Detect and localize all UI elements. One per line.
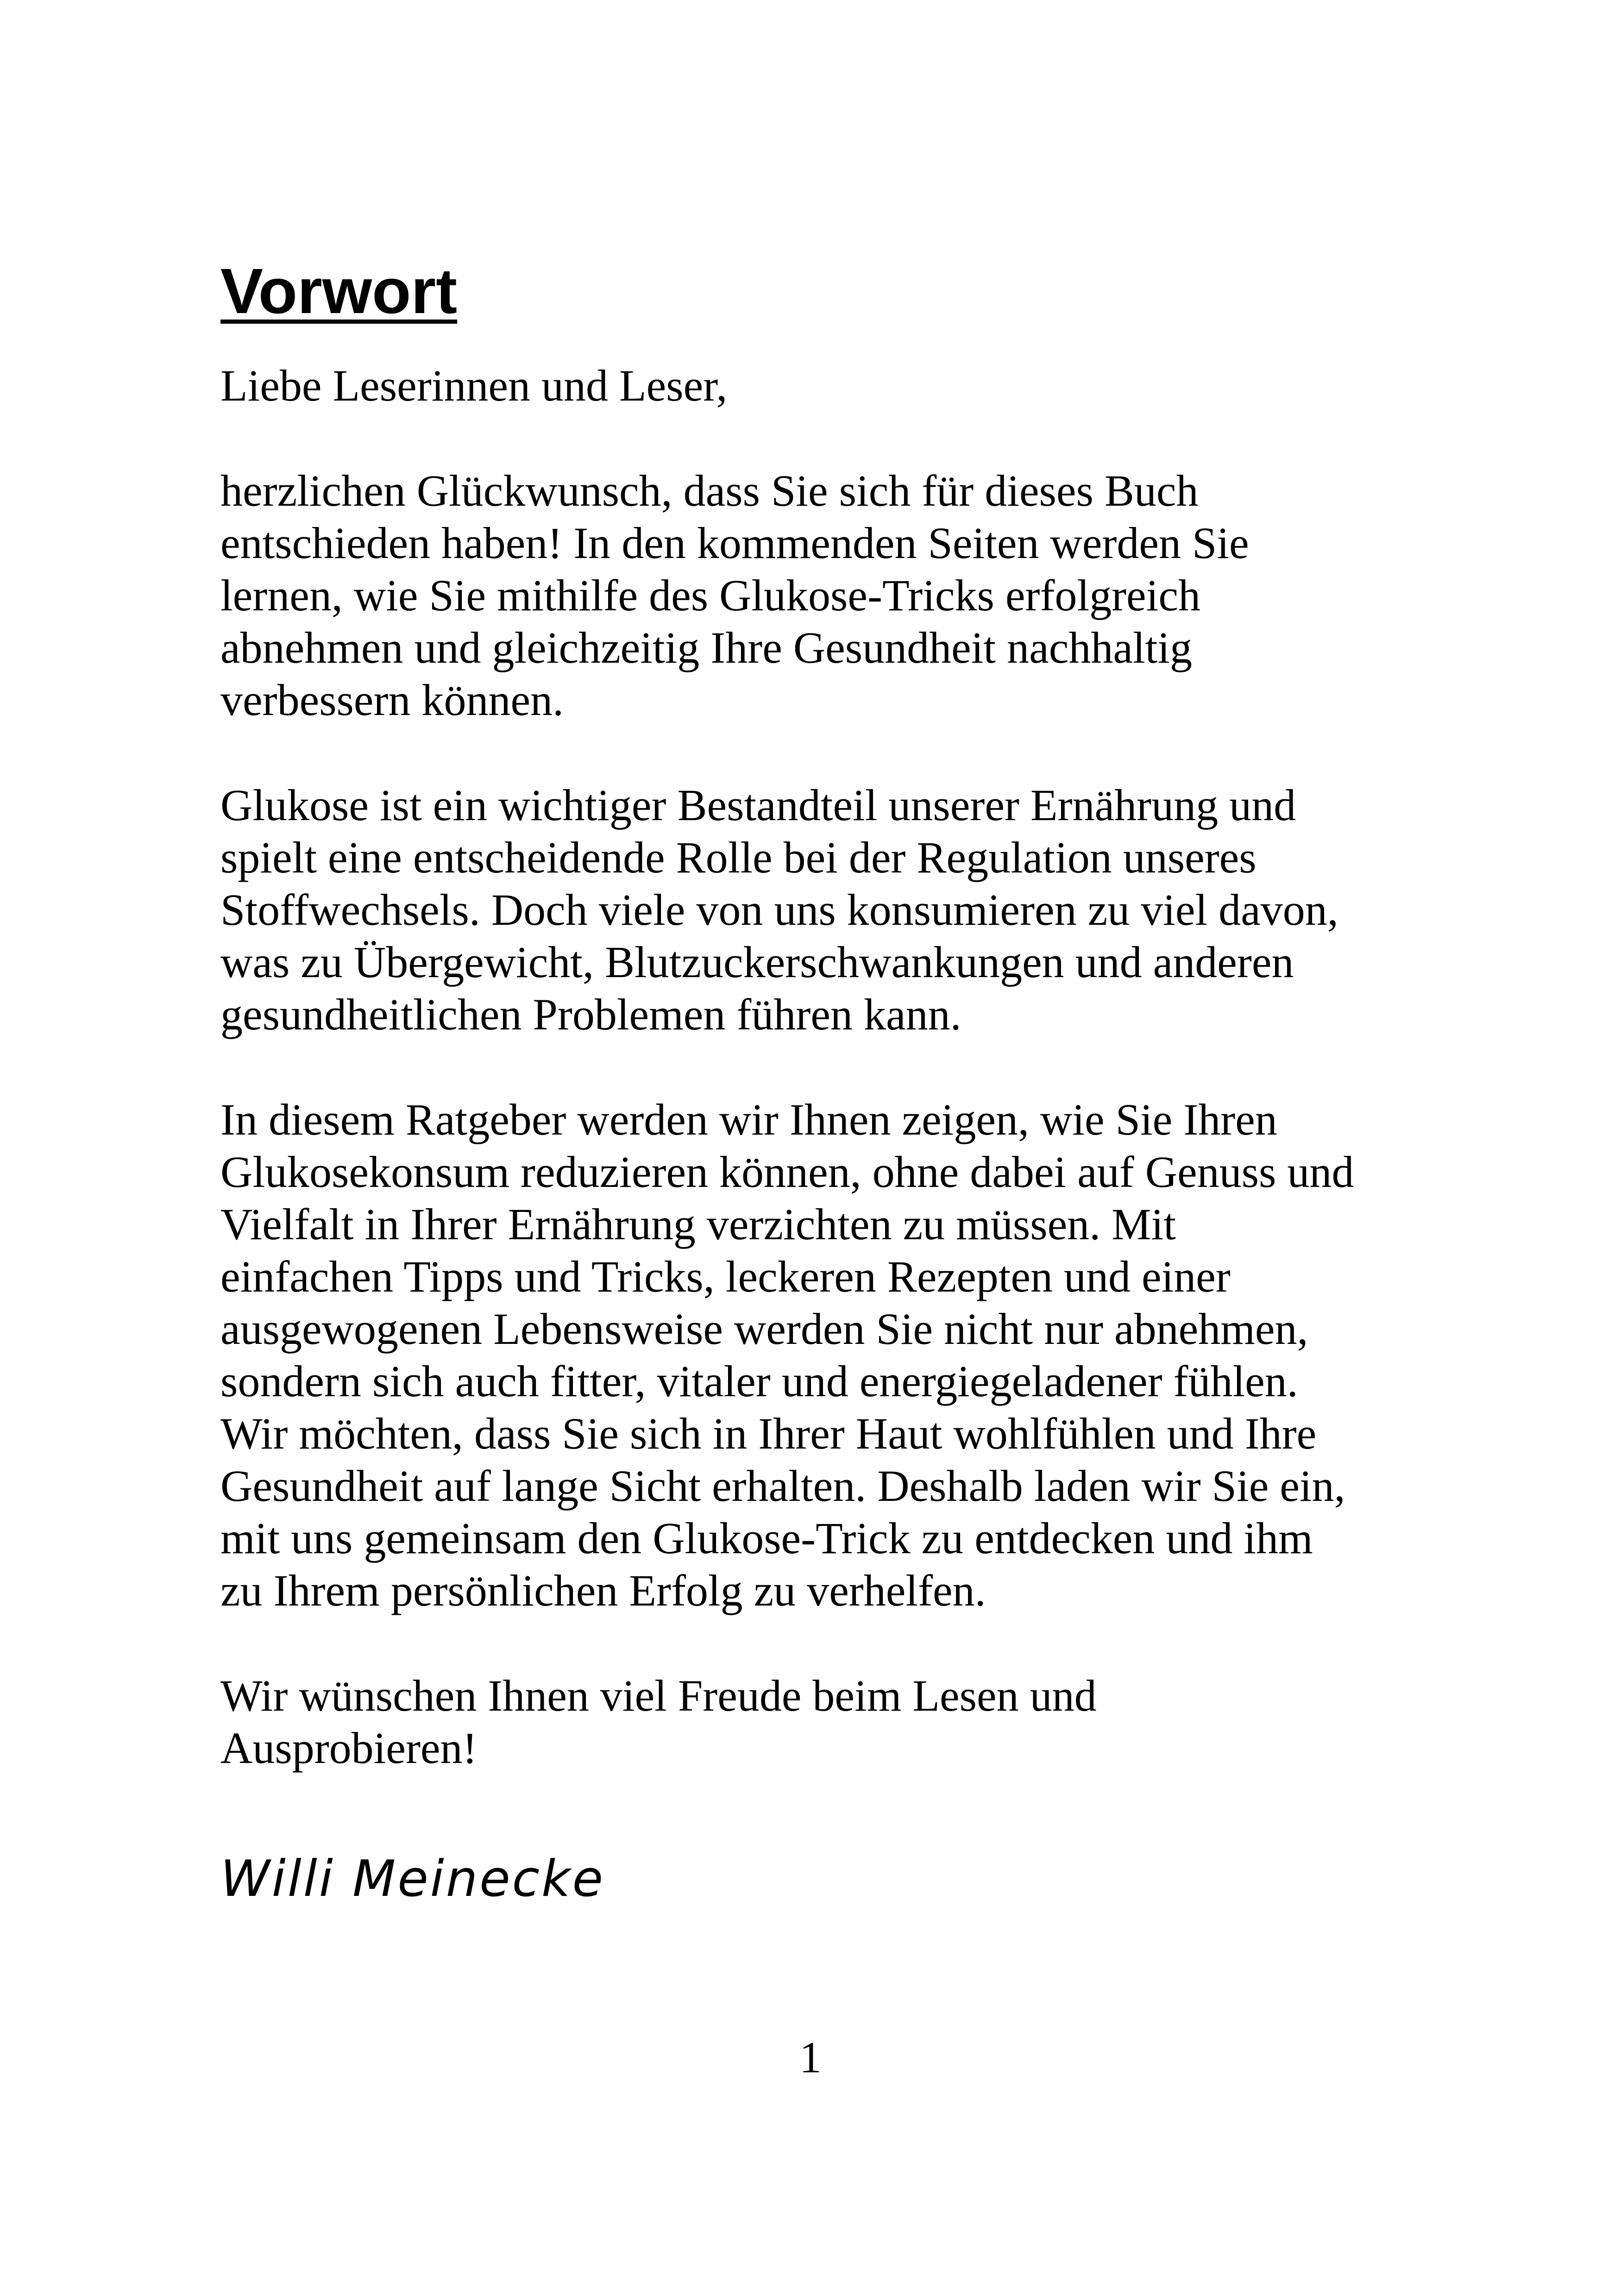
page-content — [220, 256, 1462, 1827]
paragraph-line: abnehmen und gleichzeitig Ihre Gesundheit nachhaltig — [220, 623, 1192, 672]
paragraph-line: Ausprobieren! — [220, 1723, 478, 1773]
paragraph-line: Wir wünschen Ihnen viel Freude beim Lesen und — [220, 1671, 1097, 1720]
paragraph-2 — [220, 779, 1462, 1041]
paragraph-line: verbessern können. — [220, 675, 564, 725]
paragraph-line: sondern sich auch fitter, vitaler und energiegeladener fühlen. — [220, 1356, 1298, 1406]
author-signature: Willi Meinecke — [220, 1850, 605, 1908]
greeting-line: Liebe Leserinnen und Leser, — [220, 361, 728, 410]
paragraph-line: zu Ihrem persönlichen Erfolg zu verhelfen. — [220, 1566, 986, 1615]
paragraph-line: gesundheitlichen Problemen führen kann. — [220, 990, 961, 1039]
paragraph-line: Gesundheit auf lange Sicht erhalten. Deshalb laden wir Sie ein, — [220, 1461, 1345, 1511]
paragraph-line: ausgewogenen Lebensweise werden Sie nicht nur abnehmen, — [220, 1304, 1308, 1354]
page-number: 1 — [799, 2033, 822, 2082]
paragraph-line: Glukose ist ein wichtiger Bestandteil unserer Ernährung und — [220, 780, 1296, 830]
paragraph-line: Wir möchten, dass Sie sich in Ihrer Haut wohlfühlen und Ihre — [220, 1409, 1317, 1458]
paragraph-line: entschieden haben! In den kommenden Seiten werden Sie — [220, 518, 1249, 568]
paragraph-line: mit uns gemeinsam den Glukose-Trick zu entdecken und ihm — [220, 1513, 1313, 1563]
paragraph-line: Glukosekonsum reduzieren können, ohne dabei auf Genuss und — [220, 1147, 1354, 1197]
paragraph-line: herzlichen Glückwunsch, dass Sie sich für dieses Buch — [220, 466, 1199, 515]
paragraph-4 — [220, 1669, 1462, 1774]
paragraph-line: lernen, wie Sie mithilfe des Glukose-Tricks erfolgreich — [220, 571, 1200, 620]
paragraph-3 — [220, 1093, 1462, 1617]
paragraph-line: einfachen Tipps und Tricks, leckeren Rezepten und einer — [220, 1252, 1231, 1301]
page-title: Vorwort — [220, 256, 458, 327]
paragraph-1 — [220, 464, 1462, 726]
paragraph-line: Stoffwechsels. Doch viele von uns konsumieren zu viel davon, — [220, 885, 1338, 935]
paragraph-line: was zu Übergewicht, Blutzuckerschwankungen und anderen — [220, 937, 1294, 987]
paragraph-line: In diesem Ratgeber werden wir Ihnen zeigen, wie Sie Ihren — [220, 1095, 1277, 1144]
greeting — [220, 359, 1462, 412]
paragraph-line: Vielfalt in Ihrer Ernährung verzichten zu müssen. Mit — [220, 1199, 1176, 1249]
paragraph-line: spielt eine entscheidende Rolle bei der Regulation unseres — [220, 833, 1257, 882]
